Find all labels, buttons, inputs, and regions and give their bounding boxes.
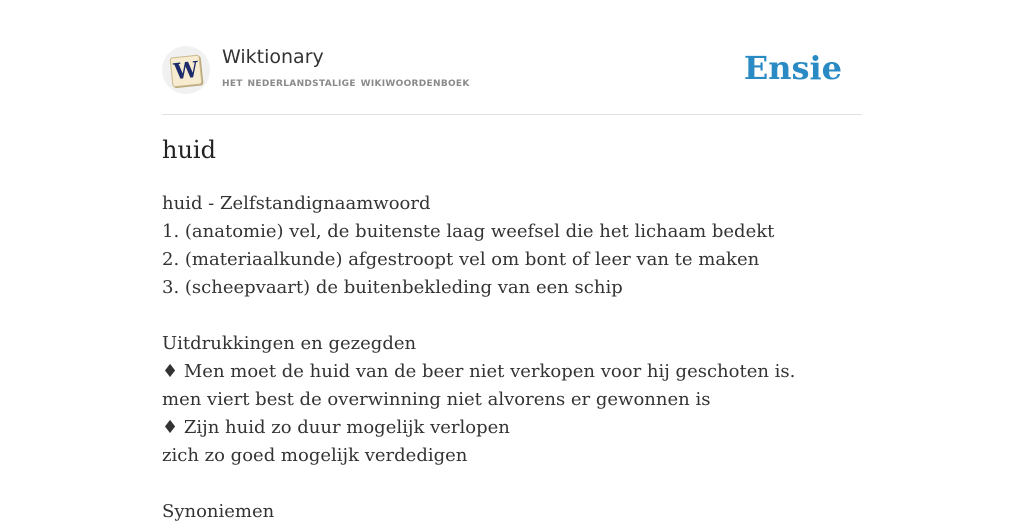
entry-line: huid - Zelfstandignaamwoord: [162, 193, 431, 214]
wiktionary-logo[interactable]: [162, 46, 210, 94]
entry-line: 1. (anatomie) vel, de buitenste laag weefsel die het lichaam bedekt: [162, 221, 775, 242]
site-name[interactable]: Wiktionary: [222, 46, 324, 68]
page: [162, 0, 862, 522]
site-header: [162, 44, 862, 115]
wiktionary-logo-icon: W: [170, 55, 203, 88]
entry-line: Uitdrukkingen en gezegden: [162, 333, 417, 354]
entry-content: [162, 190, 862, 526]
entry-line: [162, 302, 862, 330]
entry-line: ♦ Men moet de huid van de beer niet verkopen voor hij geschoten is.: [162, 361, 796, 382]
entry-line: ♦ Zijn huid zo duur mogelijk verlopen: [162, 417, 510, 438]
page-title: huid: [162, 136, 216, 164]
entry-line: men viert best de overwinning niet alvorens er gewonnen is: [162, 389, 711, 410]
entry-line: zich zo goed mogelijk verdedigen: [162, 445, 468, 466]
entry-line: Synoniemen: [162, 501, 275, 522]
entry-line: 3. (scheepvaart) de buitenbekleding van een schip: [162, 277, 623, 298]
site-tagline: het nederlandstalige wikiwoordenboek: [222, 75, 470, 90]
entry-line: [162, 470, 862, 498]
ensie-logo[interactable]: Ensie: [743, 49, 842, 87]
entry-line: 2. (materiaalkunde) afgestroopt vel om bont of leer van te maken: [162, 249, 760, 270]
